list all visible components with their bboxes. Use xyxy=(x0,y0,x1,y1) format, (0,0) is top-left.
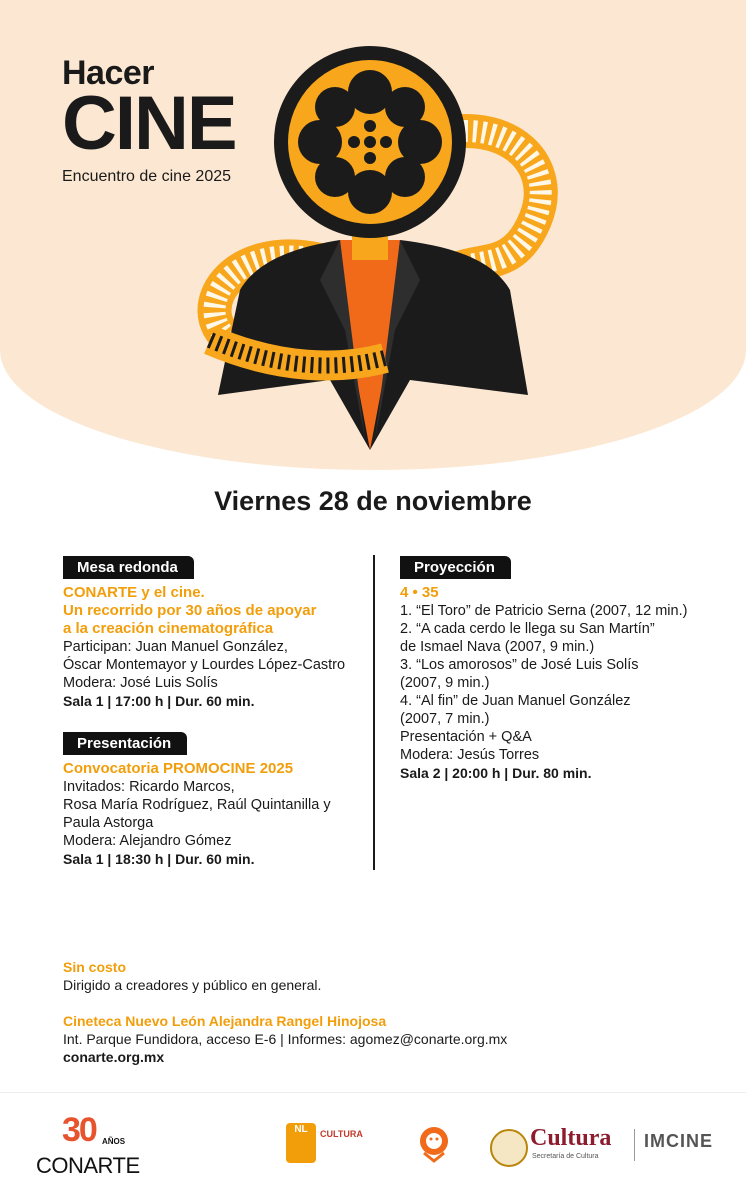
mexico-seal-icon xyxy=(490,1129,528,1167)
conarte-logo xyxy=(36,1111,146,1191)
logo-separator xyxy=(634,1129,635,1161)
venue-address: Int. Parque Fundidora, acceso E-6 | Informes: agomez@conarte.org.mx xyxy=(63,1031,508,1047)
audience-text: Dirigido a creadores y público en general. xyxy=(63,977,322,993)
lion-icon xyxy=(414,1123,454,1163)
program-line: Presentación + Q&A xyxy=(400,729,532,745)
column-divider xyxy=(373,555,375,870)
conarte-anos: AÑOS xyxy=(102,1137,126,1146)
cultura-wordmark: Cultura xyxy=(530,1125,612,1151)
film-reel-head-illustration xyxy=(170,40,570,460)
title-subtitle: Encuentro de cine 2025 xyxy=(62,168,232,185)
website-link[interactable]: conarte.org.mx xyxy=(63,1049,165,1065)
section-title xyxy=(63,760,363,778)
program-line: (2007, 9 min.) xyxy=(400,675,490,691)
participants-line: Óscar Montemayor y Lourdes López-Castro xyxy=(63,657,346,673)
section-tab: Proyección xyxy=(400,556,511,579)
section-tab: Mesa redonda xyxy=(63,556,194,579)
nl-cultura-text: CULTURA xyxy=(320,1129,363,1139)
venue-name: Cineteca Nuevo León Alejandra Rangel Hinojosa xyxy=(63,1013,387,1029)
program-line: 1. “El Toro” de Patricio Serna (2007, 12 min.) xyxy=(400,603,688,619)
section-title xyxy=(63,584,363,638)
title-line: CONARTE y el cine. xyxy=(63,584,205,601)
left-column xyxy=(63,556,363,868)
program-line: (2007, 7 min.) xyxy=(400,711,490,727)
session-info: Sala 2 | 20:00 h | Dur. 80 min. xyxy=(400,765,592,781)
footer-info xyxy=(63,958,703,1066)
moderator-line: Modera: José Luis Solís xyxy=(63,675,218,691)
conarte-name: CONARTE xyxy=(36,1153,140,1178)
title-line: Convocatoria PROMOCINE 2025 xyxy=(63,760,294,777)
session-info: Sala 1 | 18:30 h | Dur. 60 min. xyxy=(63,851,255,867)
program-line: 2. “A cada cerdo le llega su San Martín” xyxy=(400,621,655,637)
section-presentacion xyxy=(63,732,363,868)
title-big: CINE xyxy=(62,81,236,166)
imcine-logo: IMCINE xyxy=(644,1131,713,1151)
guests-line: Rosa María Rodríguez, Raúl Quintanilla y xyxy=(63,797,331,813)
cultura-subtitle: Secretaría de Cultura xyxy=(532,1153,599,1160)
title-line: Un recorrido por 30 años de apoyar xyxy=(63,602,317,619)
program-line: de Ismael Nava (2007, 9 min.) xyxy=(400,639,595,655)
program-line: 3. “Los amorosos” de José Luis Solís xyxy=(400,657,639,673)
nl-cultura-logo xyxy=(286,1123,386,1163)
guests-line: Paula Astorga xyxy=(63,815,154,831)
nl-badge-icon: NL xyxy=(286,1123,316,1163)
section-mesa-redonda xyxy=(63,556,363,710)
moderator-line: Modera: Alejandro Gómez xyxy=(63,833,232,849)
program-line: 4. “Al fin” de Juan Manuel González xyxy=(400,693,631,709)
participants-line: Participan: Juan Manuel González, xyxy=(63,639,288,655)
film-reel-icon xyxy=(274,46,466,238)
right-column xyxy=(400,556,720,782)
conarte-30-mark: 30 xyxy=(62,1111,96,1149)
event-date: Viernes 28 de noviembre xyxy=(214,486,532,516)
sponsor-logo-bar xyxy=(0,1092,746,1201)
guests-line: Invitados: Ricardo Marcos, xyxy=(63,779,235,795)
section-title: 4 • 35 xyxy=(400,584,439,601)
session-info: Sala 1 | 17:00 h | Dur. 60 min. xyxy=(63,693,255,709)
title-line: a la creación cinematográfica xyxy=(63,620,274,637)
secretaria-cultura-logo xyxy=(490,1125,720,1169)
title-small: Hacer xyxy=(62,54,155,92)
moderator-line: Modera: Jesús Torres xyxy=(400,747,540,763)
section-tab: Presentación xyxy=(63,732,187,755)
cost-label: Sin costo xyxy=(63,959,127,975)
